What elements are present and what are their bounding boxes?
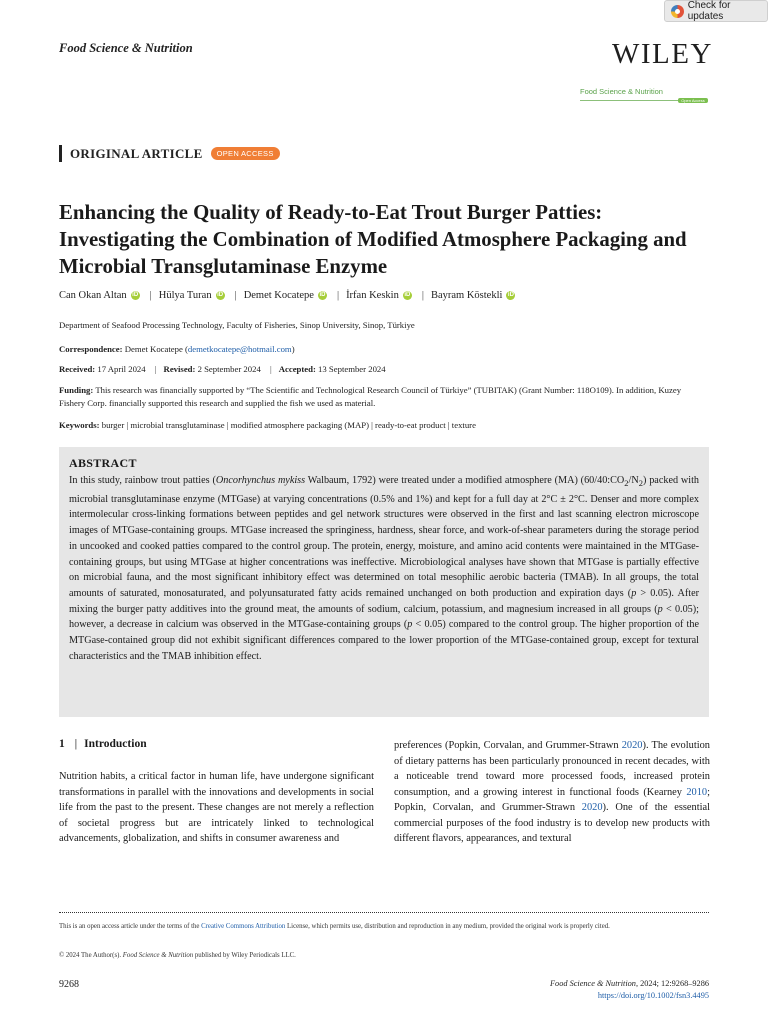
date-separator: |: [269, 364, 272, 374]
reference-link[interactable]: 2020: [621, 740, 643, 751]
funding-label: Funding:: [59, 385, 94, 395]
dates: [59, 363, 709, 376]
doi-link[interactable]: https://doi.org/10.1002/fsn3.4495: [597, 991, 709, 1000]
citation: [550, 978, 709, 1002]
orcid-icon[interactable]: iD: [319, 292, 326, 298]
author-separator: |: [336, 290, 340, 301]
citation-journal: Food Science & Nutrition: [549, 979, 636, 988]
crossmark-icon: [671, 5, 684, 18]
article-type-label: ORIGINAL ARTICLE: [70, 145, 203, 161]
journal-logo-pill: Open Access: [678, 98, 708, 103]
funding: [59, 384, 709, 410]
revised-label: Revised:: [163, 364, 196, 374]
intro-column-left: Nutrition habits, a critical factor in human life, have undergone significant transformations in parallel with the innovations and developments in social life from the past to the present. These changes are not merely a reflection of societal progress but are intricately linked to technological advancements, globalization, and shifts in consumer awareness and: [59, 771, 374, 844]
accepted-label: Accepted:: [278, 364, 316, 374]
affiliation: Department of Seafood Processing Technology, Faculty of Fisheries, Sinop University, Sinop, Türkiye: [59, 320, 415, 330]
author-name[interactable]: İrfan Keskin: [346, 290, 399, 301]
journal-name: Food Science & Nutrition: [59, 41, 193, 55]
license-note: This is an open access article under the terms of the Creative Commons Attribution License, which permits use, distribution and reproduction in any medium, provided the original work is properly cited.: [59, 923, 610, 930]
journal-logo-bar: [580, 98, 708, 103]
section-divider: |: [74, 738, 78, 750]
abstract-heading: ABSTRACT: [69, 456, 137, 470]
author-separator: |: [149, 290, 152, 301]
author-name[interactable]: Bayram Köstekli: [430, 290, 503, 301]
check-for-updates-label: Check for updates: [687, 0, 731, 22]
keywords-label: Keywords:: [59, 420, 100, 430]
author-name[interactable]: Demet Kocatepe: [243, 290, 314, 301]
author-name[interactable]: Can Okan Altan: [59, 290, 127, 301]
received-date: 17 April 2024: [97, 364, 146, 374]
date-separator: |: [154, 364, 157, 374]
funding-text: This research was financially supported by “The Scientific and Technological Research Council of Türkiye” (TUBITAK) (Grant Number: 118O109). In addition, Kuzey Fishery Corp. financially supported this research and supplied the fish we used as material.: [59, 385, 682, 408]
copyright-note: © 2024 The Author(s). Food Science & Nutrition published by Wiley Periodicals LLC.: [59, 952, 296, 959]
abstract-text: In this study, rainbow trout patties (Oncorhynchus mykiss Walbaum, 1792) were treated under a modified atmosphere (MA) $(60/40:CO_2/N_2)$ packed with microbial transglutaminase enzyme (MTGase) at varying concentrations (0.5% and 1%) and kept for a full day at 2°C ± 2°C. Denser and more complex intermolecular cross-linking formations between peptides and gel network structures were observed in the first and last scanning electron microscope images of MTGase-containing groups. MTGase increased the springiness, hardness, shear force, and work-of-shear parameters during the storage period in uncooked and cooked patties compared to the control group. The protein, energy, moisture, and amino acid contents were maintained in the MTGase-containing groups, but using MTGase at higher concentrations was ineffective. Microbiological analyses have shown that MTGase is partially effective on microbial fauna, and the most significant inhibitory effect was determined on total mesophilic aerobic bacteria (TMAB). In all groups, the total amounts of saturated, monosaturated, and polyunsaturated fatty acids remained unchanged on both production and expiration days (p > 0.05). After mixing the burger patty additives into the ground meat, the amounts of sodium, calcium, potassium, and magnesium increased in all groups (p < 0.05); however, a decrease in calcium was observed in the MTGase-containing groups (p < 0.05) compared to the control group. The higher proportion of the MTGase-contained group did not exhibit significant differences compared to the lower proportion of the MTGase-contained group, except for textural characteristics and the TMAB inhibition effect.: [69, 475, 700, 662]
footer-divider: [59, 912, 709, 913]
license-link[interactable]: Creative Commons Attribution: [201, 923, 286, 930]
publisher-logo: WILEY: [612, 38, 713, 70]
open-access-badge: OPEN ACCESS: [211, 147, 280, 160]
author-separator: |: [234, 290, 237, 301]
author-list: [59, 290, 518, 301]
citation-volume: , 2024; 12:9268–9286: [635, 979, 709, 988]
author-separator: |: [421, 290, 424, 301]
correspondence: [59, 343, 709, 356]
orcid-icon[interactable]: iD: [132, 292, 139, 298]
orcid-icon[interactable]: iD: [217, 292, 224, 298]
correspondence-name: Demet Kocatepe (: [124, 344, 188, 354]
abstract-box: [59, 447, 709, 717]
keywords: [59, 419, 709, 432]
page-number: 9268: [59, 979, 79, 990]
orcid-icon[interactable]: iD: [404, 292, 411, 298]
revised-date: 2 September 2024: [197, 364, 261, 374]
keywords-text: burger | microbial transglutaminase | modified atmosphere packaging (MAP) | ready-to-eat product | texture: [101, 420, 476, 430]
section-number: 1: [59, 738, 65, 750]
section-heading-introduction: [59, 738, 147, 750]
intro-column-right: preferences (Popkin, Corvalan, and Grummer-Strawn 2020). The evolution of dietary patterns has been particularly pronounced in recent decades, with a noticeable trend toward more processed foods, increased protein consumption, and a growing interest in functional foods (Kearney 2010; Popkin, Corvalan, and Grummer-Strawn 2020). One of the essential commercial purposes of the food industry is to develop new products with different flavors, appearances, and textural: [394, 740, 710, 844]
author-name[interactable]: Hülya Turan: [158, 290, 212, 301]
check-for-updates-button[interactable]: [664, 0, 768, 22]
species-name: Oncorhynchus mykiss: [215, 475, 306, 486]
correspondence-email-link[interactable]: demetkocatepe@hotmail.com: [187, 344, 292, 354]
received-label: Received:: [59, 364, 96, 374]
correspondence-label: Correspondence:: [59, 344, 123, 354]
correspondence-end: ): [291, 344, 295, 354]
reference-link[interactable]: 2020: [581, 802, 603, 813]
article-type: [59, 145, 280, 162]
article-title: Enhancing the Quality of Ready-to-Eat Trout Burger Patties: Investigating the Combination of Modified Atmosphere Packaging and Microbial Transglutaminase Enzyme: [59, 201, 687, 278]
section-title: Introduction: [84, 738, 147, 750]
orcid-icon[interactable]: iD: [507, 292, 514, 298]
reference-link[interactable]: 2010: [686, 786, 708, 798]
journal-logo-text: Food Science & Nutrition: [580, 87, 663, 96]
accepted-date: 13 September 2024: [318, 364, 386, 374]
article-type-bar: [59, 145, 62, 162]
